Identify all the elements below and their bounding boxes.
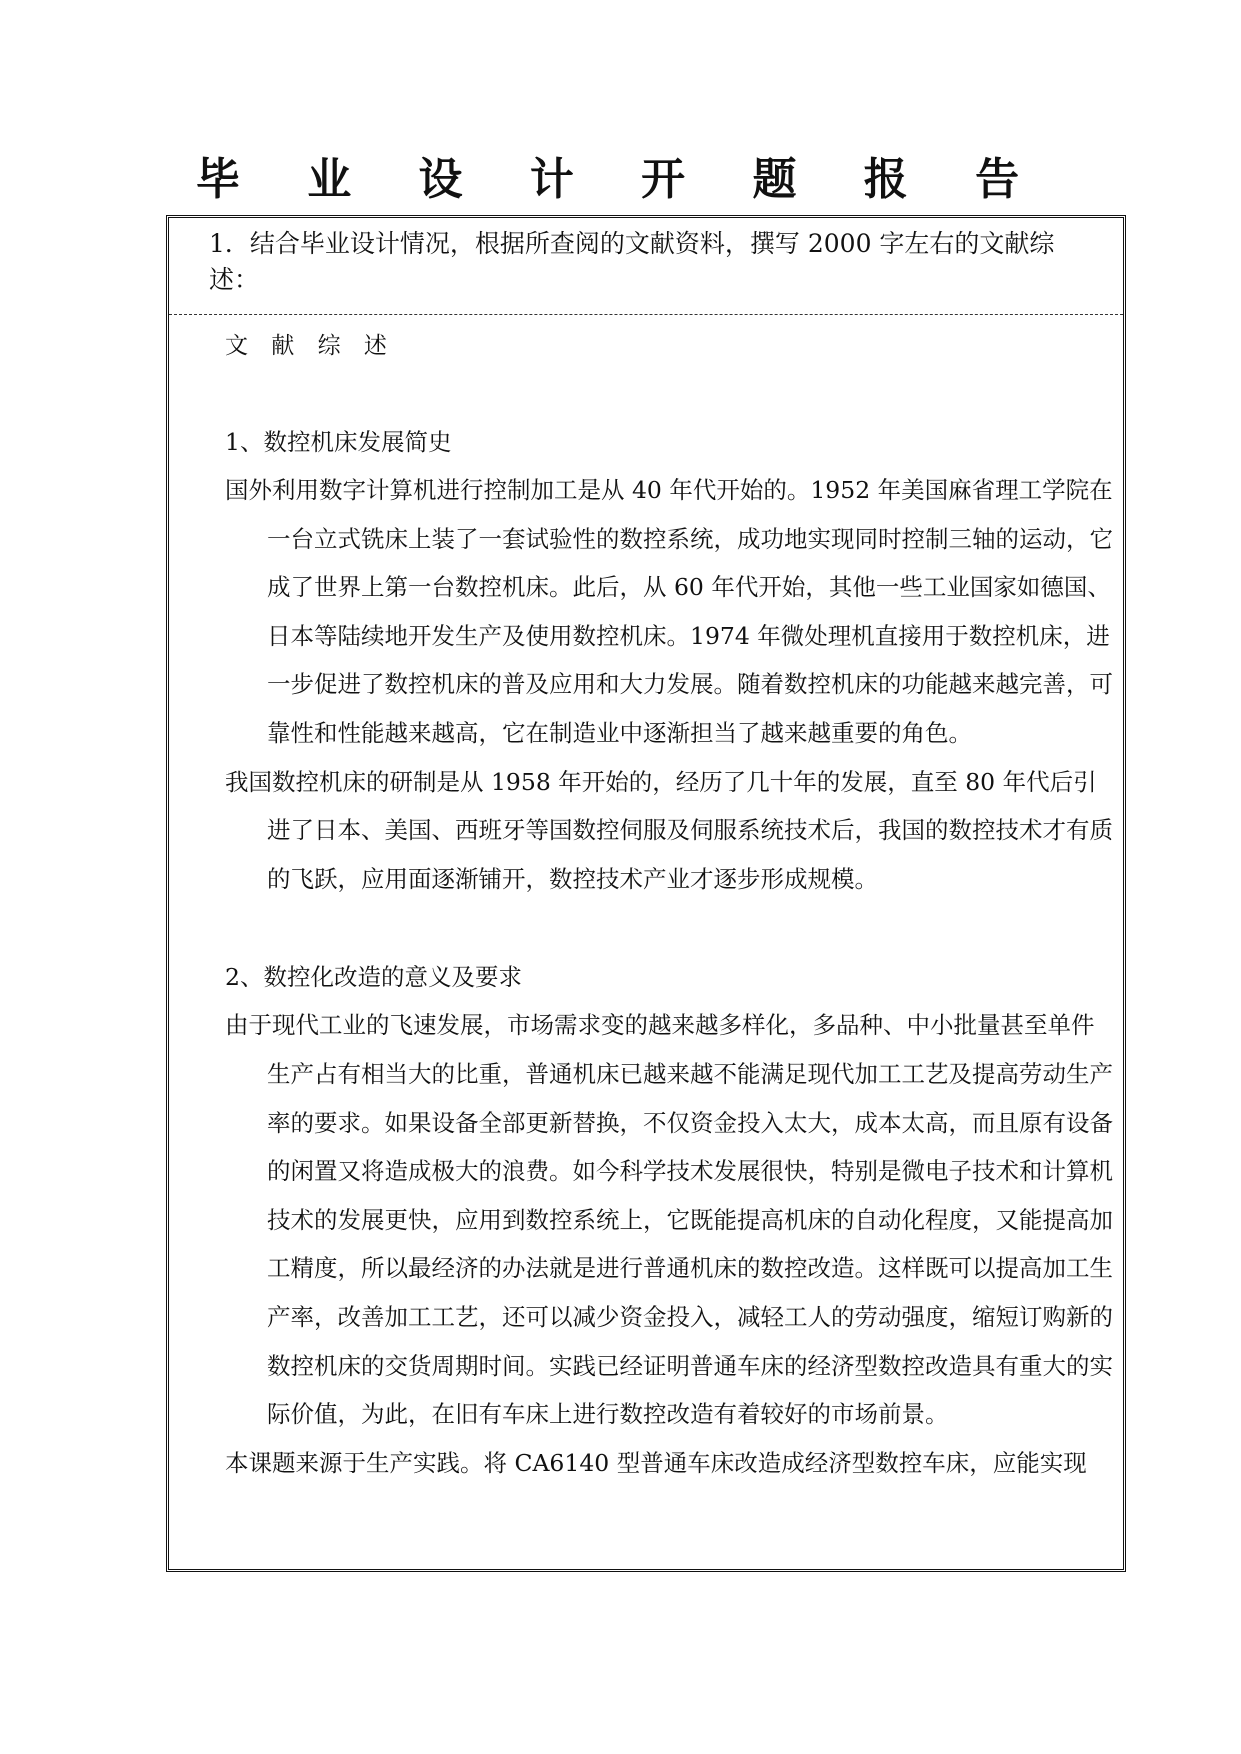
paragraph: 国外利用数字计算机进行控制加工是从 40 年代开始的。1952 年美国麻省理工学院在一台立式铣床上装了一套试验性的数控系统，成功地实现同时控制三轴的运动，它成了世界上第一台数控机床。此后，从 60 年代开始，其他一些工业国家如德国、日本等陆续地开发生产及使用数控机床。1974 年微处理机直接用于数控机床，进一步促进了数控机床的普及应用和大力发展。随着数控机床的功能越来越完善，可靠性和性能越来越高，它在制造业中逐渐担当了越来越重要的角色。 (225, 476, 1113, 747)
report-table (166, 215, 1126, 1572)
section-title: 2、数控化改造的意义及要求 (225, 963, 522, 992)
spacer (225, 903, 1115, 953)
dashed-divider (169, 314, 1123, 315)
prompt-text: 1．结合毕业设计情况，根据所查阅的文献资料，撰写 2000 字左右的文献综述： (209, 229, 1055, 294)
review-content (225, 418, 1115, 1487)
paragraph: 由于现代工业的飞速发展，市场需求变的越来越多样化，多品种、中小批量甚至单件生产占有相当大的比重，普通机床已越来越不能满足现代加工工艺及提高劳动生产率的要求。如果设备全部更新替换，不仅资金投入太大，成本太高，而且原有设备的闲置又将造成极大的浪费。如今科学技术发展很快，特别是微电子技术和计算机技术的发展更快，应用到数控系统上，它既能提高机床的自动化程度，又能提高加工精度，所以最经济的办法就是进行普通机床的数控改造。这样既可以提高加工生产率，改善加工工艺，还可以减少资金投入，减轻工人的劳动强度，缩短订购新的数控机床的交货周期时间。实践已经证明普通车床的经济型数控改造具有重大的实际价值，为此，在旧有车床上进行数控改造有着较好的市场前景。 (225, 1011, 1113, 1429)
review-heading: 文 献 综 述 (225, 333, 395, 359)
page-title: 毕 业 设 计 开 题 报 告 (195, 154, 1046, 205)
paragraph: 我国数控机床的研制是从 1958 年开始的，经历了几十年的发展，直至 80 年代后引进了日本、美国、西班牙等国数控伺服及伺服系统技术后，我国的数控技术才有质的飞跃，应用面逐渐铺开，数控技术产业才逐步形成规模。 (225, 767, 1113, 893)
paragraph: 本课题来源于生产实践。将 CA6140 型普通车床改造成经济型数控车床，应能实现 (225, 1448, 1087, 1477)
section-title: 1、数控机床发展简史 (225, 428, 452, 456)
